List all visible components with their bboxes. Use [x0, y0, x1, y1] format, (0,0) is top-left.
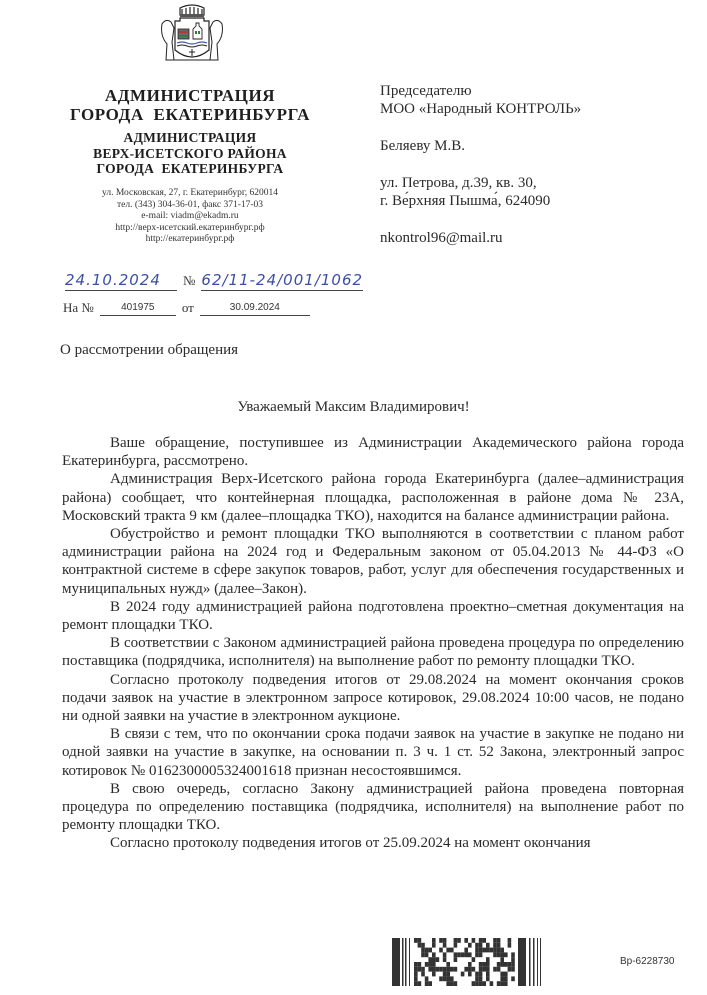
- ref-from-label: от: [181, 300, 194, 315]
- paragraph: Согласно протоколу подведения итогов от 29.08.2024 на момент окончания сроков подачи заявок на участие в электронном запросе котировок, 29.08.2024 10:00 часов, не подано ни одной заявки на участие в электронном аукционе.: [62, 671, 684, 725]
- ref-number: 401975: [100, 300, 176, 316]
- paragraph: Согласно протоколу подведения итогов от 25.09.2024 на момент окончания: [110, 835, 591, 852]
- reg-number: [201, 270, 363, 291]
- reg-date: 24.10.2024: [65, 270, 177, 291]
- coat-of-arms-icon: [158, 4, 226, 66]
- paragraph: Обустройство и ремонт площадки ТКО выполняются в соответствии с планом работ администрации района на 2024 год и Федеральным законом от 05.04.2013 № 44-ФЗ «О контрактной системе в сфере закупок товаров, работ, услуг для обеспечения государственных и муниципальных нужд» (далее–Закон).: [62, 526, 684, 597]
- recipient-city: г. Ве́рхняя Пышма́, 624090: [380, 193, 551, 209]
- registration-row: [65, 270, 363, 291]
- org-name-line1: АДМИНИСТРАЦИЯ: [104, 86, 276, 105]
- recipient-title: Председателю: [380, 83, 472, 99]
- ref-number-label: На №: [63, 300, 94, 315]
- paragraph: В свою очередь, согласно Закону администрацией района проведена повторная процедура по определению поставщика (подрядчика, исполнителя) на выполнение работ по ремонту площадки ТКО.: [62, 780, 684, 834]
- paragraph: В соответствии с Законом администрацией района проведена процедура по определению поставщика (подрядчика, исполнителя) на выполнение работ по ремонту площадки ТКО.: [62, 635, 684, 670]
- letterhead-contacts: [40, 188, 340, 246]
- recipient-email[interactable]: nkontrol96@mail.ru: [380, 230, 503, 246]
- recipient-street: ул. Петрова, д.39, кв. 30,: [380, 175, 537, 191]
- letterhead-phone: тел. (343) 304-36-01, факс 371-17-03: [116, 199, 264, 210]
- pdf417-barcode-icon: [392, 938, 552, 986]
- dept-name-line1: АДМИНИСТРАЦИЯ: [123, 130, 257, 145]
- dept-name-line2: ВЕРХ-ИСЕТСКОГО РАЙОНА: [93, 145, 287, 161]
- paragraph: Ваше обращение, поступившее из Администрации Академического района города Екатеринбурга, рассмотрено.: [62, 435, 684, 470]
- recipient-name: Беляеву М.В.: [380, 138, 465, 154]
- letterhead-site2[interactable]: http://екатеринбург.рф: [145, 234, 235, 245]
- org-name-line2: ГОРОДА ЕКАТЕРИНБУРГА: [69, 105, 311, 124]
- document-number: Вр-6228730: [620, 956, 675, 967]
- greeting: Уважаемый Максим Владимирович!: [237, 399, 470, 415]
- recipient-block: [380, 82, 581, 247]
- paragraph: В 2024 году администрацией района подготовлена проектно–сметная документация на ремонт площадки ТКО.: [62, 598, 684, 634]
- paragraph: Администрация Верх-Исетского района города Екатеринбурга (далее–администрация района) сообщает, что контейнерная площадка, расположенная в районе дома № 23А, Московский тракта 9 км (далее–площадка ТКО), находится на балансе администрации района.: [62, 471, 684, 524]
- letterhead-address: ул. Московская, 27, г. Екатеринбург, 620014: [102, 188, 278, 198]
- letterhead-email[interactable]: e-mail: viadm@ekadm.ru: [141, 211, 239, 222]
- reg-number-sign: №: [183, 273, 196, 288]
- subject-line: О рассмотрении обращения: [60, 342, 239, 358]
- letter-body: [62, 434, 684, 853]
- paragraph: В связи с тем, что по окончании срока подачи заявок на участие в закупке не подано ни одной заявки на участие в закупке, на основании п. 3 ч. 1 ст. 52 Закона, электронный запрос котировок № 0162300005324001618 признан несостоявшимся.: [62, 726, 684, 779]
- reg-number-text: 62/11-24/001/1062: [201, 271, 364, 289]
- recipient-org: МОО «Народный КОНТРОЛЬ»: [380, 101, 582, 117]
- ref-date: 30.09.2024: [200, 300, 310, 316]
- letterhead-site1[interactable]: http://верх-исетский.екатеринбург.рф: [115, 222, 265, 233]
- dept-name-line3: ГОРОДА ЕКАТЕРИНБУРГА: [96, 161, 284, 176]
- letterhead: [40, 86, 340, 177]
- reference-row: [63, 300, 310, 316]
